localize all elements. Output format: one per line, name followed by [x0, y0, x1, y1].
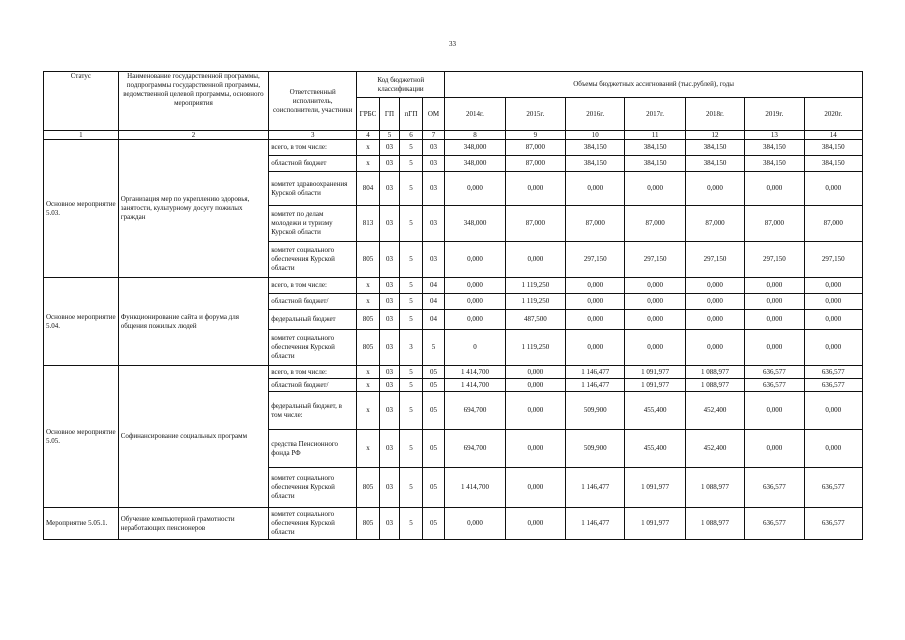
value-cell: 0,000 — [505, 366, 565, 379]
value-cell: 384,150 — [566, 156, 625, 172]
value-cell: 384,150 — [566, 140, 625, 156]
value-cell: 1 091,977 — [625, 366, 685, 379]
value-cell: 0,000 — [745, 172, 804, 206]
column-index: 13 — [745, 131, 804, 140]
value-cell: 0,000 — [566, 330, 625, 366]
table-row — [44, 278, 863, 294]
status-cell: Основное мероприятие 5.04. — [44, 278, 119, 366]
code-cell: 5 — [400, 468, 423, 508]
value-cell: 0,000 — [625, 330, 685, 366]
value-cell: 1 414,700 — [445, 468, 505, 508]
value-cell: 297,150 — [685, 242, 744, 278]
code-cell: 5 — [400, 278, 423, 294]
value-cell: 0,000 — [804, 278, 862, 294]
value-cell: 0,000 — [745, 330, 804, 366]
value-cell: 636,577 — [745, 366, 804, 379]
value-cell: 0,000 — [804, 310, 862, 330]
value-cell: 1 146,477 — [566, 468, 625, 508]
code-cell: 04 — [422, 294, 445, 310]
executor-cell: комитет социального обеспечения Курской области — [269, 330, 357, 366]
value-cell: 694,700 — [445, 392, 505, 430]
executor-cell: комитет по делам молодежи и туризму Курской области — [269, 206, 357, 242]
value-cell: 0,000 — [505, 430, 565, 468]
value-cell: 0,000 — [685, 310, 744, 330]
value-cell: 1 091,977 — [625, 468, 685, 508]
column-index: 12 — [685, 131, 744, 140]
column-index: 8 — [445, 131, 505, 140]
value-cell: 1 119,250 — [505, 278, 565, 294]
header-year: 2019г. — [745, 98, 804, 131]
code-cell: 03 — [379, 294, 399, 310]
value-cell: 1 119,250 — [505, 330, 565, 366]
value-cell: 348,000 — [445, 140, 505, 156]
executor-cell: федеральный бюджет, в том числе: — [269, 392, 357, 430]
value-cell: 0,000 — [745, 294, 804, 310]
column-index: 14 — [804, 131, 862, 140]
value-cell: 87,000 — [625, 206, 685, 242]
value-cell: 455,400 — [625, 430, 685, 468]
executor-cell: комитет социального обеспечения Курской области — [269, 508, 357, 540]
value-cell: 0,000 — [505, 379, 565, 392]
value-cell: 0,000 — [685, 278, 744, 294]
value-cell: 0,000 — [445, 294, 505, 310]
value-cell: 0,000 — [685, 172, 744, 206]
header-code-group: Код бюджетной классификации — [357, 72, 445, 98]
code-cell: 805 — [357, 310, 380, 330]
value-cell: 0,000 — [505, 392, 565, 430]
code-cell: x — [357, 156, 380, 172]
code-cell: 805 — [357, 468, 380, 508]
value-cell: 0,000 — [566, 310, 625, 330]
value-cell: 0,000 — [804, 392, 862, 430]
header-code-om: ОМ — [422, 98, 445, 131]
code-cell: 5 — [400, 430, 423, 468]
header-code-grbs: ГРБС — [357, 98, 380, 131]
value-cell: 1 119,250 — [505, 294, 565, 310]
value-cell: 384,150 — [625, 140, 685, 156]
column-index: 5 — [379, 131, 399, 140]
value-cell: 0,000 — [625, 278, 685, 294]
header-year: 2014г. — [445, 98, 505, 131]
budget-table — [43, 71, 863, 540]
value-cell: 0,000 — [445, 310, 505, 330]
value-cell: 636,577 — [745, 468, 804, 508]
value-cell: 487,500 — [505, 310, 565, 330]
code-cell: 03 — [379, 468, 399, 508]
executor-cell: комитет социального обеспечения Курской области — [269, 468, 357, 508]
value-cell: 384,150 — [625, 156, 685, 172]
column-index: 11 — [625, 131, 685, 140]
value-cell: 87,000 — [566, 206, 625, 242]
code-cell: 03 — [379, 430, 399, 468]
code-cell: 03 — [379, 310, 399, 330]
header-year: 2017г. — [625, 98, 685, 131]
header-volumes-group: Объемы бюджетных ассигнований (тыс.рублей), годы — [445, 72, 863, 98]
value-cell: 0,000 — [445, 172, 505, 206]
table-row — [44, 140, 863, 156]
status-cell: Основное мероприятие 5.03. — [44, 140, 119, 278]
value-cell: 0,000 — [505, 508, 565, 540]
column-index: 1 — [44, 131, 119, 140]
executor-cell: областной бюджет — [269, 156, 357, 172]
header-status: Статус — [44, 72, 119, 131]
code-cell: 03 — [379, 392, 399, 430]
code-cell: 5 — [400, 172, 423, 206]
code-cell: 05 — [422, 379, 445, 392]
value-cell: 0,000 — [445, 278, 505, 294]
executor-cell: областной бюджет/ — [269, 379, 357, 392]
value-cell: 0,000 — [804, 172, 862, 206]
value-cell: 0,000 — [566, 172, 625, 206]
header-year: 2016г. — [566, 98, 625, 131]
executor-cell: всего, в том числе: — [269, 140, 357, 156]
code-cell: 05 — [422, 430, 445, 468]
value-cell: 87,000 — [505, 206, 565, 242]
value-cell: 1 146,477 — [566, 366, 625, 379]
code-cell: x — [357, 392, 380, 430]
value-cell: 87,000 — [505, 156, 565, 172]
code-cell: 5 — [400, 366, 423, 379]
column-index: 6 — [400, 131, 423, 140]
code-cell: 03 — [379, 366, 399, 379]
value-cell: 1 088,977 — [685, 508, 744, 540]
column-index: 10 — [566, 131, 625, 140]
code-cell: 03 — [379, 278, 399, 294]
value-cell: 1 091,977 — [625, 508, 685, 540]
code-cell: 5 — [400, 392, 423, 430]
column-index: 7 — [422, 131, 445, 140]
value-cell: 297,150 — [566, 242, 625, 278]
code-cell: 5 — [400, 206, 423, 242]
value-cell: 0 — [445, 330, 505, 366]
value-cell: 0,000 — [505, 242, 565, 278]
table-row — [44, 366, 863, 379]
code-cell: 03 — [379, 242, 399, 278]
value-cell: 384,150 — [745, 156, 804, 172]
value-cell: 509,900 — [566, 430, 625, 468]
value-cell: 1 414,700 — [445, 366, 505, 379]
value-cell: 384,150 — [804, 156, 862, 172]
value-cell: 452,400 — [685, 430, 744, 468]
name-cell: Софинансирование социальных программ — [118, 366, 268, 508]
code-cell: 03 — [422, 206, 445, 242]
value-cell: 87,000 — [804, 206, 862, 242]
code-cell: 05 — [422, 468, 445, 508]
code-cell: 5 — [400, 140, 423, 156]
code-cell: x — [357, 379, 380, 392]
value-cell: 0,000 — [804, 430, 862, 468]
header-executor: Ответственный исполнитель, соисполнители, участники — [269, 72, 357, 131]
value-cell: 0,000 — [685, 294, 744, 310]
code-cell: x — [357, 278, 380, 294]
value-cell: 348,000 — [445, 206, 505, 242]
name-cell: Обучение компьютерной грамотности неработающих пенсионеров — [118, 508, 268, 540]
code-cell: 5 — [400, 156, 423, 172]
value-cell: 87,000 — [505, 140, 565, 156]
value-cell: 0,000 — [505, 468, 565, 508]
executor-cell: федеральный бюджет — [269, 310, 357, 330]
value-cell: 0,000 — [445, 242, 505, 278]
value-cell: 0,000 — [566, 278, 625, 294]
value-cell: 455,400 — [625, 392, 685, 430]
value-cell: 348,000 — [445, 156, 505, 172]
header-year: 2018г. — [685, 98, 744, 131]
value-cell: 452,400 — [685, 392, 744, 430]
code-cell: 5 — [422, 330, 445, 366]
code-cell: 05 — [422, 366, 445, 379]
code-cell: 03 — [379, 156, 399, 172]
value-cell: 509,900 — [566, 392, 625, 430]
header-year: 2015г. — [505, 98, 565, 131]
header-name: Наименование государственной программы, подпрограммы государственной программы, ведомственной целевой программы, основного мероприятия — [118, 72, 268, 131]
value-cell: 87,000 — [685, 206, 744, 242]
column-index: 2 — [118, 131, 268, 140]
value-cell: 1 414,700 — [445, 379, 505, 392]
executor-cell: всего, в том числе: — [269, 366, 357, 379]
name-cell: Организация мер по укреплению здоровья, занятости, культурному досугу пожилых граждан — [118, 140, 268, 278]
code-cell: 03 — [379, 206, 399, 242]
executor-cell: областной бюджет/ — [269, 294, 357, 310]
header-code-pgp: пГП — [400, 98, 423, 131]
code-cell: x — [357, 140, 380, 156]
executor-cell: всего, в том числе: — [269, 278, 357, 294]
code-cell: 5 — [400, 294, 423, 310]
value-cell: 0,000 — [625, 172, 685, 206]
code-cell: 804 — [357, 172, 380, 206]
value-cell: 0,000 — [625, 294, 685, 310]
value-cell: 1 146,477 — [566, 379, 625, 392]
code-cell: 03 — [379, 330, 399, 366]
code-cell: x — [357, 430, 380, 468]
value-cell: 0,000 — [685, 330, 744, 366]
name-cell: Функционирование сайта и форума для общения пожилых людей — [118, 278, 268, 366]
executor-cell: средства Пенсионного фонда РФ — [269, 430, 357, 468]
code-cell: 805 — [357, 242, 380, 278]
code-cell: 5 — [400, 310, 423, 330]
value-cell: 0,000 — [505, 172, 565, 206]
value-cell: 0,000 — [745, 430, 804, 468]
code-cell: 5 — [400, 508, 423, 540]
value-cell: 0,000 — [445, 508, 505, 540]
code-cell: 03 — [422, 156, 445, 172]
value-cell: 384,150 — [804, 140, 862, 156]
column-index: 4 — [357, 131, 380, 140]
value-cell: 0,000 — [804, 330, 862, 366]
page-number: 33 — [449, 40, 456, 48]
value-cell: 1 146,477 — [566, 508, 625, 540]
code-cell: 03 — [379, 508, 399, 540]
code-cell: 805 — [357, 508, 380, 540]
code-cell: 03 — [379, 140, 399, 156]
status-cell: Мероприятие 5.05.1. — [44, 508, 119, 540]
value-cell: 0,000 — [566, 294, 625, 310]
value-cell: 0,000 — [625, 310, 685, 330]
value-cell: 636,577 — [804, 379, 862, 392]
value-cell: 297,150 — [625, 242, 685, 278]
code-cell: 04 — [422, 310, 445, 330]
code-cell: 03 — [422, 172, 445, 206]
code-cell: 03 — [379, 172, 399, 206]
code-cell: 813 — [357, 206, 380, 242]
value-cell: 1 088,977 — [685, 379, 744, 392]
value-cell: 384,150 — [745, 140, 804, 156]
value-cell: 694,700 — [445, 430, 505, 468]
value-cell: 0,000 — [745, 310, 804, 330]
code-cell: 3 — [400, 330, 423, 366]
executor-cell: комитет здравоохранения Курской области — [269, 172, 357, 206]
value-cell: 1 088,977 — [685, 366, 744, 379]
value-cell: 636,577 — [804, 468, 862, 508]
value-cell: 0,000 — [745, 278, 804, 294]
status-cell: Основное мероприятие 5.05. — [44, 366, 119, 508]
code-cell: 03 — [422, 140, 445, 156]
value-cell: 0,000 — [804, 294, 862, 310]
value-cell: 297,150 — [804, 242, 862, 278]
column-index: 9 — [505, 131, 565, 140]
value-cell: 636,577 — [745, 508, 804, 540]
value-cell: 636,577 — [804, 366, 862, 379]
code-cell: 5 — [400, 242, 423, 278]
code-cell: 03 — [379, 379, 399, 392]
value-cell: 636,577 — [745, 379, 804, 392]
column-index-row — [44, 131, 863, 140]
code-cell: 5 — [400, 379, 423, 392]
header-code-gp: ГП — [379, 98, 399, 131]
value-cell: 87,000 — [745, 206, 804, 242]
column-index: 3 — [269, 131, 357, 140]
value-cell: 384,150 — [685, 140, 744, 156]
value-cell: 384,150 — [685, 156, 744, 172]
value-cell: 297,150 — [745, 242, 804, 278]
code-cell: 05 — [422, 508, 445, 540]
code-cell: 05 — [422, 392, 445, 430]
value-cell: 1 088,977 — [685, 468, 744, 508]
code-cell: 03 — [422, 242, 445, 278]
code-cell: x — [357, 366, 380, 379]
value-cell: 1 091,977 — [625, 379, 685, 392]
code-cell: 04 — [422, 278, 445, 294]
code-cell: 805 — [357, 330, 380, 366]
header-year: 2020г. — [804, 98, 862, 131]
code-cell: x — [357, 294, 380, 310]
executor-cell: комитет социального обеспечения Курской области — [269, 242, 357, 278]
table-row — [44, 508, 863, 540]
value-cell: 636,577 — [804, 508, 862, 540]
value-cell: 0,000 — [745, 392, 804, 430]
